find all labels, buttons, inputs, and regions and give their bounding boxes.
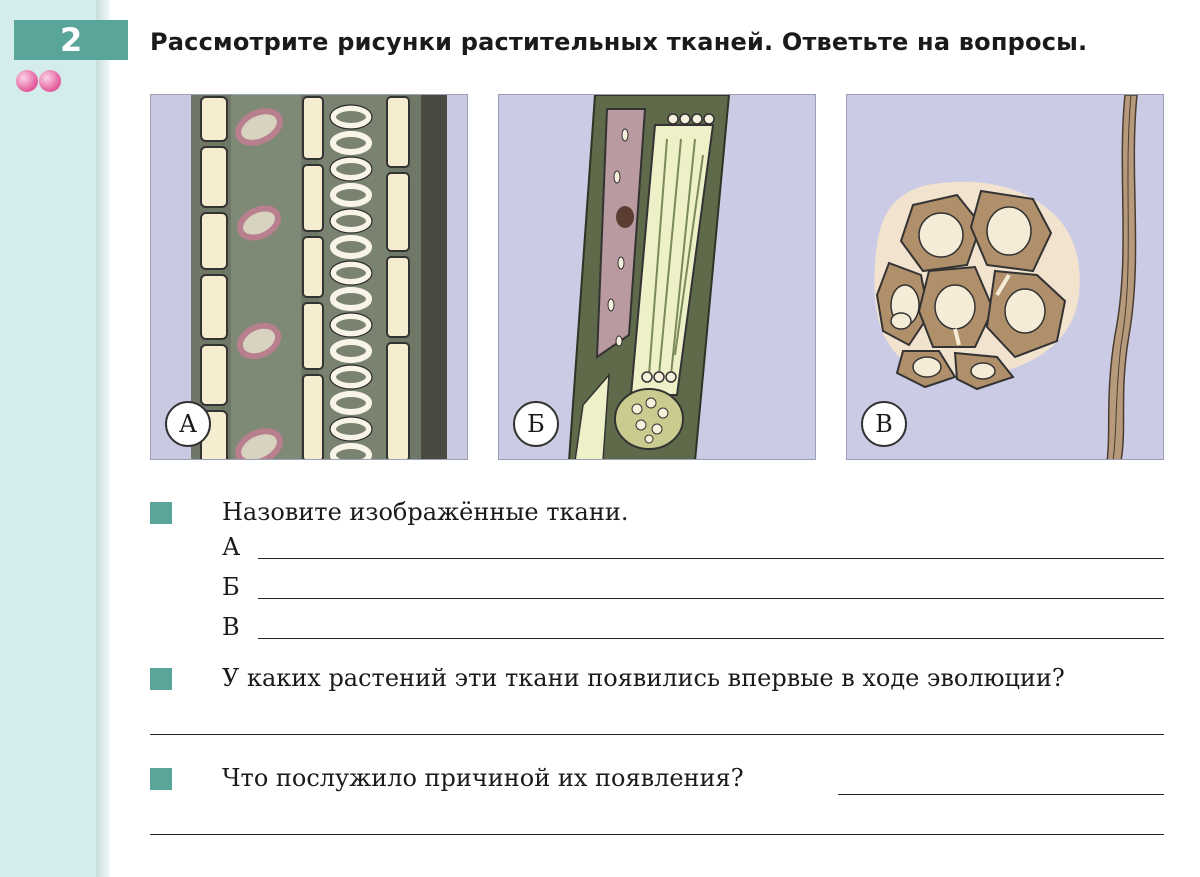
answer-line-q3-inline[interactable] [838, 794, 1164, 795]
figure-a [150, 94, 468, 460]
answer-label-b: Б [222, 573, 240, 601]
question-bullet-icon [150, 668, 172, 690]
answer-line-b[interactable] [258, 598, 1164, 599]
answer-line-q2[interactable] [150, 734, 1164, 735]
figure-b [498, 94, 816, 460]
question-3-text: Что послужило причиной их появления? [222, 764, 744, 792]
question-2-text: У каких растений эти ткани появились впервые в ходе эволюции? [222, 664, 1065, 692]
answer-line-q3[interactable] [150, 834, 1164, 835]
task-number-badge [14, 20, 128, 60]
answer-line-a[interactable] [258, 558, 1164, 559]
page-gutter [96, 0, 110, 877]
task-title: Рассмотрите рисунки растительных тканей. Ответьте на вопросы. [150, 28, 1088, 56]
difficulty-dot-icon [39, 70, 61, 92]
answer-line-c[interactable] [258, 638, 1164, 639]
figure-c [846, 94, 1164, 460]
page-margin-strip [0, 0, 108, 877]
figure-label-c: В [861, 401, 907, 447]
question-bullet-icon [150, 502, 172, 524]
question-bullet-icon [150, 768, 172, 790]
task-number: 2 [60, 21, 83, 59]
answer-label-a: А [222, 533, 241, 561]
difficulty-indicator [16, 70, 62, 96]
figure-label-b: Б [513, 401, 559, 447]
figure-label-a: А [165, 401, 211, 447]
difficulty-dot-icon [16, 70, 38, 92]
answer-label-c: В [222, 613, 240, 641]
question-1-text: Назовите изображённые ткани. [222, 498, 629, 526]
